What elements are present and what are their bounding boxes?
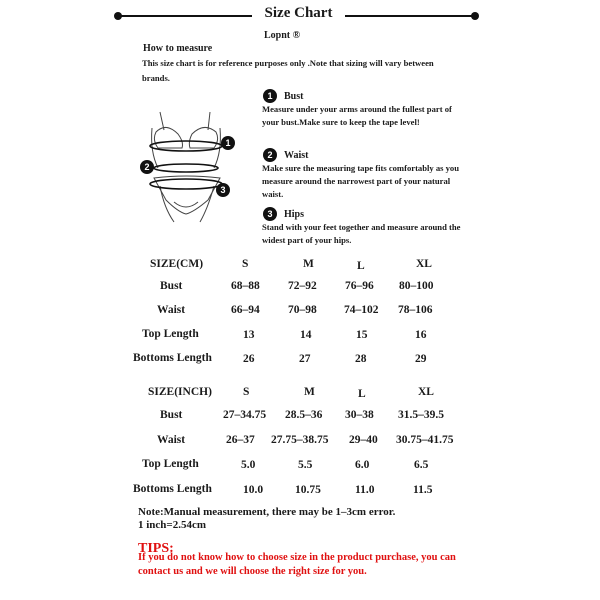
table-row-label: Top Length	[142, 328, 199, 340]
step-3-icon: 3	[263, 207, 277, 221]
table-inch-header-l: L	[358, 388, 366, 400]
table-cm-header-label: SIZE(CM)	[150, 258, 204, 270]
header-rule-right	[345, 15, 473, 17]
table-row-label: Bust	[160, 280, 183, 292]
table-cell: 31.5–39.5	[398, 409, 444, 421]
table-cell: 28.5–36	[285, 409, 323, 421]
table-cell: 28	[355, 353, 367, 365]
brand-name: Lopnt ®	[264, 30, 301, 41]
table-cell: 66–94	[231, 304, 260, 316]
table-cell: 74–102	[344, 304, 379, 316]
hips-heading	[263, 207, 304, 221]
figure-marker-2: 2	[140, 160, 154, 174]
waist-heading-label: Waist	[284, 149, 309, 161]
table-inch-header-xl: XL	[418, 386, 434, 398]
table-cell: 80–100	[399, 280, 434, 292]
table-cell: 16	[415, 329, 427, 341]
table-cell: 6.5	[414, 459, 429, 471]
measurement-note	[138, 506, 395, 532]
table-cm-header-s: S	[242, 258, 249, 270]
table-cell: 27	[299, 353, 311, 365]
table-inch-header-label: SIZE(INCH)	[148, 386, 212, 398]
table-cell: 68–88	[231, 280, 260, 292]
table-cell: 11.0	[355, 484, 375, 496]
table-cell: 70–98	[288, 304, 317, 316]
table-cell: 5.5	[298, 459, 313, 471]
bust-description: Measure under your arms around the fullest part of your bust.Make sure to keep the tape level!	[262, 104, 452, 127]
how-to-measure-title: How to measure	[143, 43, 213, 54]
header-dot-right	[471, 12, 479, 20]
bust-heading-label: Bust	[284, 90, 304, 102]
hips-heading-label: Hips	[284, 208, 305, 220]
figure-marker-3: 3	[216, 183, 230, 197]
table-cell: 72–92	[288, 280, 317, 292]
step-2-icon: 2	[263, 148, 277, 162]
table-cell: 10.75	[295, 484, 321, 496]
table-row-label: Bust	[160, 409, 183, 421]
table-cell: 11.5	[413, 484, 433, 496]
tips-title: TIPS:	[138, 541, 174, 556]
how-to-measure-note: This size chart is for reference purposes only .Note that sizing will vary between brands.	[142, 58, 434, 83]
figure-marker-1: 1	[221, 136, 235, 150]
table-cell: 5.0	[241, 459, 256, 471]
table-cell: 26–37	[226, 434, 255, 446]
table-cell: 30–38	[345, 409, 374, 421]
table-row-label: Top Length	[142, 458, 199, 470]
table-row-label: Waist	[157, 434, 186, 446]
bust-heading	[263, 89, 303, 103]
tips-text: If you do not know how to choose size in the product purchase, you can contact us and we will choose the right size for you.	[138, 552, 456, 577]
table-cell: 29	[415, 353, 427, 365]
header-rule-left	[120, 15, 252, 17]
table-cell: 30.75–41.75	[396, 434, 454, 446]
table-cell: 6.0	[355, 459, 370, 471]
table-cell: 14	[300, 329, 312, 341]
table-inch-header-s: S	[243, 386, 250, 398]
table-row-label: Bottoms Length	[133, 483, 212, 495]
table-cell: 26	[243, 353, 255, 365]
table-cell: 27.75–38.75	[271, 434, 329, 446]
table-cell: 13	[243, 329, 255, 341]
table-row-label: Waist	[157, 304, 186, 316]
table-cell: 15	[356, 329, 368, 341]
hips-description: Stand with your feet together and measure around the widest part of your hips.	[262, 222, 461, 245]
table-cm-header-m: M	[303, 258, 314, 270]
table-cm-header-l: L	[357, 260, 365, 272]
table-cell: 76–96	[345, 280, 374, 292]
step-1-icon: 1	[263, 89, 277, 103]
measurement-note-line-1: Note:Manual measurement, there may be 1–3cm error.	[138, 506, 396, 518]
table-inch-header-m: M	[304, 386, 315, 398]
table-cell: 10.0	[243, 484, 264, 496]
waist-heading	[263, 148, 308, 162]
table-cell: 78–106	[398, 304, 433, 316]
page-title: Size Chart	[264, 5, 333, 21]
table-cm-header-xl: XL	[416, 258, 432, 270]
table-cell: 27–34.75	[223, 409, 267, 421]
measurement-note-line-2: 1 inch=2.54cm	[138, 519, 206, 531]
table-cell: 29–40	[349, 434, 378, 446]
table-row-label: Bottoms Length	[133, 352, 212, 364]
waist-description: Make sure the measuring tape fits comfortably as you measure around the narrowest part of your natural waist.	[262, 163, 460, 199]
